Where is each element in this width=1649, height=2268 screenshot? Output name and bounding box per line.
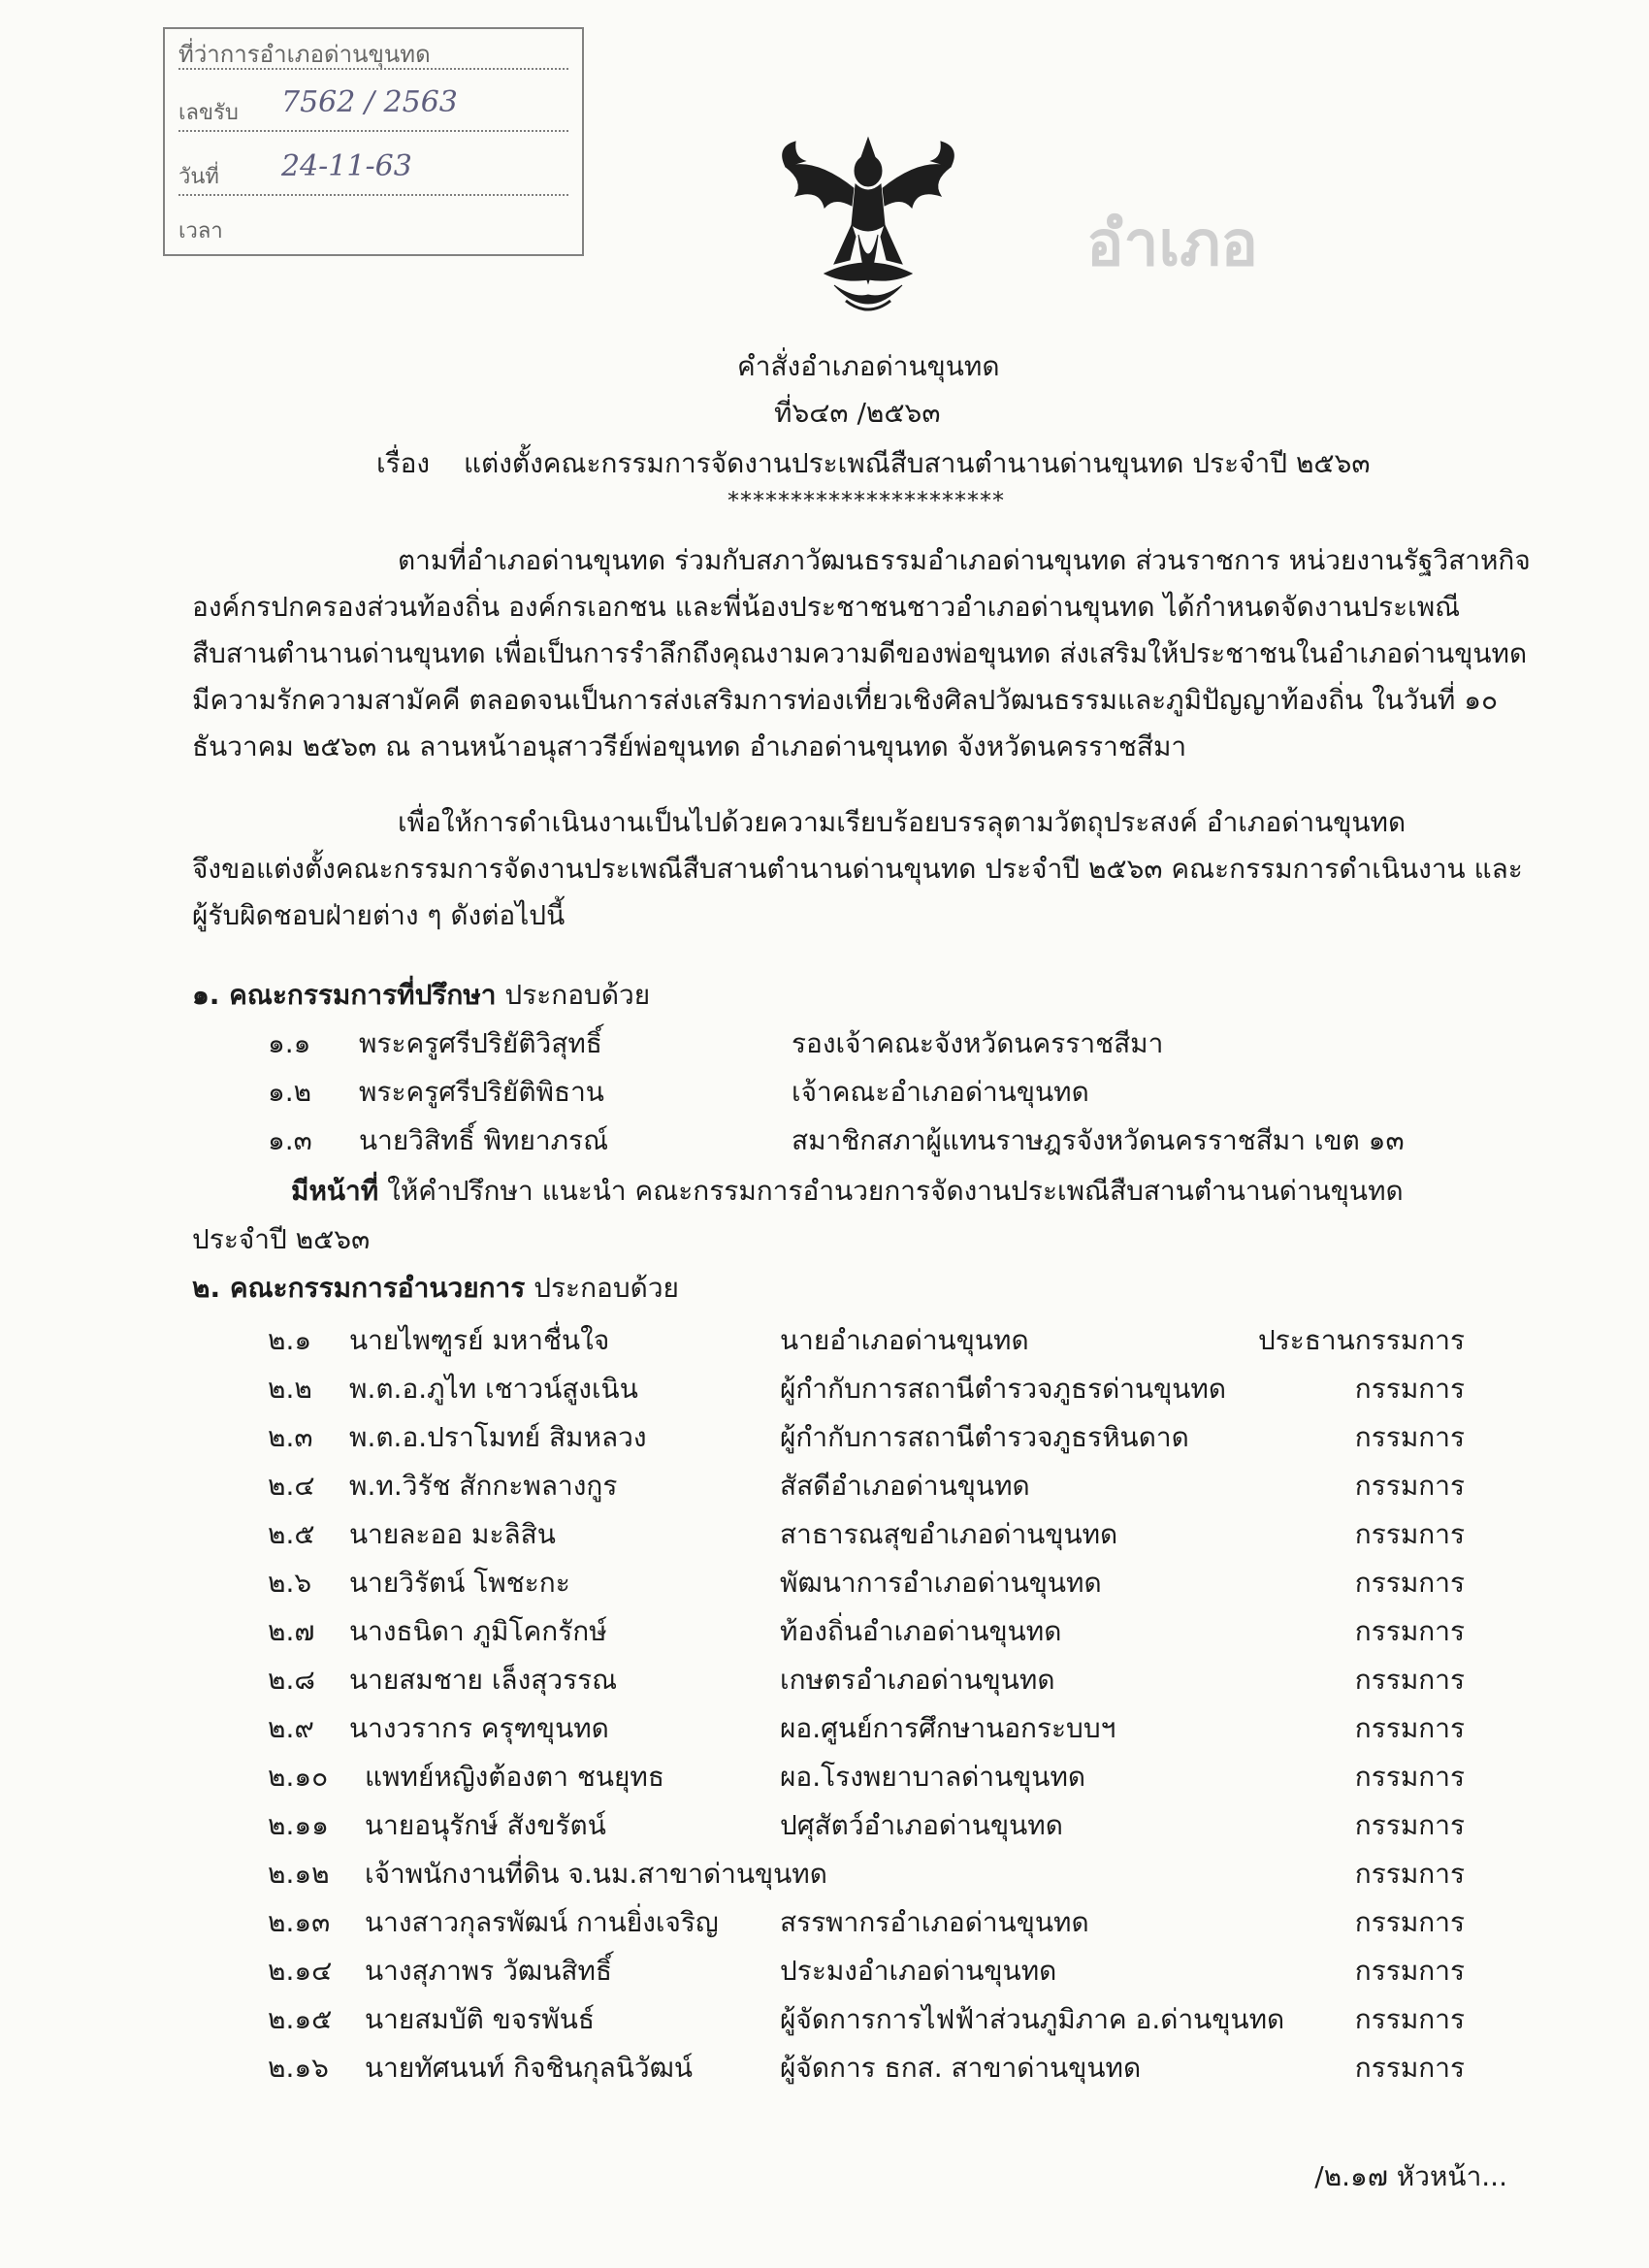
member-role: กรรมการ (1354, 1664, 1465, 1696)
para1-line: สืบสานตำนานด่านขุนทด เพื่อเป็นการรำลึกถึงคุณงามความดีของพ่อขุนทด ส่งเสริมให้ประชาชนในอำเภอด่านขุนทด (192, 637, 1528, 669)
stamp-receive-label: เลขรับ (178, 101, 239, 125)
para1-line: มีความรักความสามัคคี ตลอดจนเป็นการส่งเสริมการท่องเที่ยวเชิงศิลปวัฒนธรรมและภูมิปัญญาท้องถิ่น ในวันที่ ๑๐ (192, 684, 1499, 716)
member-no: ๒.๑ (268, 1324, 312, 1356)
order-number: ที่๖๔๓ /๒๕๖๓ (774, 397, 941, 429)
section2-heading-bold: ๒. คณะกรรมการอำนวยการ (192, 1272, 526, 1304)
member-role: กรรมการ (1354, 1373, 1465, 1405)
stamp-divider (178, 130, 568, 132)
stamp-date-label: วันที่ (178, 165, 219, 189)
para1-line: องค์กรปกครองส่วนท้องถิ่น องค์กรเอกชน และพี่น้องประชาชนชาวอำเภอด่านขุนทด ได้กำหนดจัดงานประเพณี (192, 591, 1461, 623)
member-name: นางวรากร ครุฑขุนทด (349, 1712, 609, 1744)
member-position: สาธารณสุขอำเภอด่านขุนทด (780, 1518, 1118, 1550)
order-subject: แต่งตั้งคณะกรรมการจัดงานประเพณีสืบสานตำนานด่านขุนทด ประจำปี ๒๕๖๓ (464, 447, 1371, 479)
member-role: กรรมการ (1354, 1421, 1465, 1453)
member-role: กรรมการ (1354, 1761, 1465, 1793)
member-position: ผู้จัดการ ธกส. สาขาด่านขุนทด (780, 2052, 1142, 2084)
stamp-header: ที่ว่าการอำเภอด่านขุนทด (178, 41, 431, 68)
para2-line: จึงขอแต่งตั้งคณะกรรมการจัดงานประเพณีสืบสานตำนานด่านขุนทด ประจำปี ๒๕๖๓ คณะกรรมการดำเนินงาน และ (192, 853, 1523, 885)
section2-heading (192, 1267, 679, 1310)
advisor-no: ๑.๓ (268, 1124, 312, 1156)
member-name: แพทย์หญิงต้องตา ชนยุทธ (365, 1761, 664, 1793)
member-name: พ.ต.อ.ปราโมทย์ สิมหลวง (349, 1421, 647, 1453)
section1-heading-bold: ๑. คณะกรรมการที่ปรึกษา (192, 979, 497, 1011)
member-role: กรรมการ (1354, 1809, 1465, 1841)
order-title: คำสั่งอำเภอด่านขุนทด (737, 350, 1000, 382)
member-no: ๒.๑๕ (268, 2003, 333, 2035)
para1-line: ธันวาคม ๒๕๖๓ ณ ลานหน้าอนุสาวรีย์พ่อขุนทด อำเภอด่านขุนทด จังหวัดนครราชสีมา (192, 730, 1187, 762)
stamp-receive-no: 7562 / 2563 (281, 85, 458, 119)
member-no: ๒.๑๒ (268, 1858, 330, 1890)
advisor-position: รองเจ้าคณะจังหวัดนครราชสีมา (792, 1027, 1164, 1059)
member-role: กรรมการ (1354, 2003, 1465, 2035)
member-position: ผู้จัดการการไฟฟ้าส่วนภูมิภาค อ.ด่านขุนทด (780, 2003, 1285, 2035)
member-name: นายละออ มะลิสิน (349, 1518, 556, 1550)
para2-line: ผู้รับผิดชอบฝ่ายต่าง ๆ ดังต่อไปนี้ (192, 899, 566, 931)
member-position: ผอ.โรงพยาบาลด่านขุนทด (780, 1761, 1086, 1793)
member-no: ๒.๘ (268, 1664, 315, 1696)
para2-line: เพื่อให้การดำเนินงานเป็นไปด้วยความเรียบร้อยบรรลุตามวัตถุประสงค์ อำเภอด่านขุนทด (398, 806, 1406, 838)
member-position: สัสดีอำเภอด่านขุนทด (780, 1470, 1030, 1502)
member-name: นางสุภาพร วัฒนสิทธิ์ (365, 1955, 612, 1987)
member-name: นายทัศนนท์ กิจชินกุลนิวัฒน์ (365, 2052, 694, 2084)
member-position: สรรพากรอำเภอด่านขุนทด (780, 1906, 1089, 1938)
receiving-stamp (163, 27, 584, 256)
advisor-position: เจ้าคณะอำเภอด่านขุนทด (792, 1076, 1089, 1108)
member-no: ๒.๗ (268, 1615, 315, 1647)
member-role: กรรมการ (1354, 2052, 1465, 2084)
advisor-name: พระครูศรีปริยัติวิสุทธิ์ (359, 1027, 602, 1059)
member-position: นายอำเภอด่านขุนทด (780, 1324, 1029, 1356)
advisor-duty (291, 1170, 1404, 1213)
member-name: นายไพฑูรย์ มหาชื่นใจ (349, 1324, 610, 1356)
member-position: ปศุสัตว์อำเภอด่านขุนทด (780, 1809, 1063, 1841)
member-no: ๒.๙ (268, 1712, 314, 1744)
member-no: ๒.๓ (268, 1421, 313, 1453)
section2-heading-rest: ประกอบด้วย (534, 1272, 679, 1304)
member-role: กรรมการ (1354, 1858, 1465, 1890)
member-role: กรรมการ (1354, 1712, 1465, 1744)
member-no: ๒.๑๔ (268, 1955, 333, 1987)
member-no: ๒.๑๑ (268, 1809, 329, 1841)
advisor-name: พระครูศรีปริยัติพิธาน (359, 1076, 604, 1108)
duty-text: ให้คำปรึกษา แนะนำ คณะกรรมการอำนวยการจัดงานประเพณีสืบสานตำนานด่านขุนทด (387, 1175, 1404, 1207)
member-role: กรรมการ (1354, 1567, 1465, 1599)
member-role: ประธานกรรมการ (1257, 1324, 1465, 1356)
member-position: ผู้กำกับการสถานีตำรวจภูธรหินดาด (780, 1421, 1189, 1453)
member-no: ๒.๕ (268, 1518, 315, 1550)
member-position: พัฒนาการอำเภอด่านขุนทด (780, 1567, 1102, 1599)
member-name: นางธนิดา ภูมิโคกรักษ์ (349, 1615, 607, 1647)
member-name: นายสมบัติ ขจรพันธ์ (365, 2003, 595, 2035)
member-name: นายอนุรักษ์ สังขรัตน์ (365, 1809, 606, 1841)
member-no: ๒.๑๐ (268, 1761, 329, 1793)
member-position: ผู้กำกับการสถานีตำรวจภูธรด่านขุนทด (780, 1373, 1227, 1405)
member-no: ๒.๑๖ (268, 2052, 329, 2084)
advisor-name: นายวิสิทธิ์ พิทยาภรณ์ (359, 1124, 609, 1156)
duty-continuation: ประจำปี ๒๕๖๓ (192, 1223, 371, 1255)
stamp-date: 24-11-63 (281, 149, 412, 183)
page-continuation: /๒.๑๗ หัวหน้า... (1314, 2160, 1507, 2192)
member-name: นางสาวกุลรพัฒน์ กานยิ่งเจริญ (365, 1906, 719, 1938)
member-no: ๒.๒ (268, 1373, 312, 1405)
advisor-no: ๑.๑ (268, 1027, 311, 1059)
member-role: กรรมการ (1354, 1470, 1465, 1502)
section1-heading-rest: ประกอบด้วย (504, 979, 651, 1011)
member-position: เกษตรอำเภอด่านขุนทด (780, 1664, 1055, 1696)
subject-label: เรื่อง (376, 447, 431, 479)
member-role: กรรมการ (1354, 1955, 1465, 1987)
member-no: ๒.๖ (268, 1567, 312, 1599)
duty-label: มีหน้าที่ (291, 1175, 379, 1207)
member-name: เจ้าพนักงานที่ดิน จ.นม.สาขาด่านขุนทด (365, 1858, 827, 1890)
member-position: ท้องถิ่นอำเภอด่านขุนทด (780, 1615, 1062, 1647)
advisor-position: สมาชิกสภาผู้แทนราษฎรจังหวัดนครราชสีมา เขต ๑๓ (792, 1124, 1405, 1156)
member-role: กรรมการ (1354, 1906, 1465, 1938)
member-position: ประมงอำเภอด่านขุนทด (780, 1955, 1057, 1987)
garuda-emblem-icon (766, 128, 970, 322)
member-no: ๒.๑๓ (268, 1906, 331, 1938)
member-name: พ.ท.วิรัช สักกะพลางกูร (349, 1470, 618, 1502)
advisor-no: ๑.๒ (268, 1076, 312, 1108)
member-name: พ.ต.อ.ภูไท เชาวน์สูงเนิน (349, 1373, 638, 1405)
member-name: นายวิรัตน์ โพชะกะ (349, 1567, 570, 1599)
member-no: ๒.๔ (268, 1470, 315, 1502)
bleed-through-text: อำเภอ (1086, 209, 1258, 280)
para1-line: ตามที่อำเภอด่านขุนทด ร่วมกับสภาวัฒนธรรมอำเภอด่านขุนทด ส่วนราชการ หน่วยงานรัฐวิสาหกิจ (398, 544, 1531, 576)
section1-heading (192, 974, 650, 1017)
member-role: กรรมการ (1354, 1518, 1465, 1550)
member-position: ผอ.ศูนย์การศึกษานอกระบบฯ (780, 1712, 1116, 1744)
separator-stars: ********************** (728, 487, 1005, 514)
member-role: กรรมการ (1354, 1615, 1465, 1647)
stamp-divider (178, 194, 568, 196)
stamp-divider (178, 68, 568, 70)
stamp-time-label: เวลา (178, 219, 223, 243)
member-name: นายสมชาย เล็งสุวรรณ (349, 1664, 618, 1696)
